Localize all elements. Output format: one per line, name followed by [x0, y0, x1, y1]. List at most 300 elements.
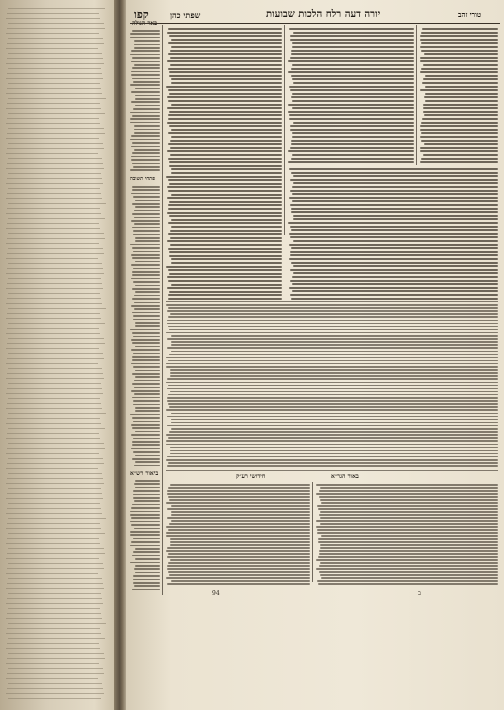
gra-line [319, 565, 498, 567]
commentary-line [170, 369, 498, 371]
side-column-line [130, 514, 160, 516]
shach-line [171, 78, 282, 80]
left-page-line [7, 538, 99, 539]
shach-line [168, 190, 282, 192]
shach-line [169, 201, 282, 203]
side-column-line [135, 88, 160, 90]
side-column-line [132, 444, 160, 446]
shach-line [166, 86, 282, 88]
side-column-line [131, 517, 160, 519]
taz-line [425, 75, 498, 77]
shach-line [169, 93, 282, 95]
taz-line [420, 125, 498, 127]
shach-line [171, 219, 282, 221]
shach-line [169, 161, 282, 163]
left-page-line [8, 263, 102, 264]
left-page-line [7, 643, 99, 644]
shach-line [166, 176, 282, 178]
commentary-line [170, 313, 498, 315]
side-column-line [134, 308, 160, 310]
taz-line [422, 28, 498, 30]
lower-left-line [166, 535, 310, 537]
shach-line [170, 154, 282, 156]
left-page-line [8, 323, 105, 324]
side-column-line [132, 257, 160, 259]
left-page-line [6, 183, 103, 184]
gra-line [319, 496, 498, 498]
side-column-line [132, 274, 160, 276]
left-page-line [8, 398, 100, 399]
commentary-line [166, 304, 498, 306]
lower-left-line [167, 547, 310, 549]
shach-line [170, 237, 282, 239]
side-column-line [132, 458, 160, 460]
main-text-line [290, 251, 498, 253]
commentary-line [168, 307, 498, 309]
main-text-line [288, 71, 414, 73]
main-text-line [290, 294, 498, 296]
main-text-line [289, 233, 498, 235]
side-column-line [133, 400, 160, 402]
left-page-line [7, 388, 102, 389]
side-column-line [133, 166, 160, 168]
main-text-line [290, 57, 414, 59]
lower-left-line [167, 517, 310, 519]
shach-line [167, 122, 282, 124]
gra-line [320, 487, 498, 489]
main-text-line [289, 114, 414, 116]
main-text-line [290, 39, 414, 41]
left-page-line [6, 48, 98, 49]
side-column-line [133, 230, 160, 232]
lower-left-line [169, 499, 310, 501]
side-column-line [134, 500, 160, 502]
gra-line [321, 577, 498, 579]
lower-left-line [171, 580, 310, 582]
shach-line [168, 248, 282, 250]
taz-line [421, 42, 498, 44]
taz-line [420, 89, 498, 91]
side-column-line [135, 548, 160, 550]
side-column-line [133, 336, 160, 338]
main-text-line [288, 111, 414, 113]
shach-line [167, 197, 282, 199]
left-page-line [7, 313, 100, 314]
commentary-line [170, 372, 498, 374]
taz-line [423, 107, 498, 109]
main-text-line [290, 129, 414, 131]
lower-left-line [170, 544, 310, 546]
side-column-line [133, 108, 160, 110]
side-column-line [131, 135, 160, 137]
taz-line [423, 64, 498, 66]
left-page-line [6, 243, 99, 244]
shach-line [167, 276, 282, 278]
main-text-line [292, 100, 414, 102]
left-page-line [6, 228, 100, 229]
commentary-line [166, 434, 498, 436]
left-page-line [6, 468, 98, 469]
main-text-line [288, 60, 414, 62]
commentary-line [166, 332, 498, 334]
lower-left-line [168, 496, 310, 498]
main-text-line [290, 269, 498, 271]
left-page-line [8, 353, 103, 354]
left-page-line [8, 413, 106, 414]
side-column-line [131, 278, 160, 280]
gra-line [318, 538, 498, 540]
left-page-line [7, 178, 102, 179]
commentary-line [168, 326, 498, 328]
side-column-line [132, 332, 160, 334]
header-rule [130, 23, 500, 24]
side-column-line [130, 122, 160, 124]
taz-line [423, 111, 498, 113]
side-column-line [135, 407, 160, 409]
side-column-line [132, 186, 160, 188]
side-column-line [133, 353, 160, 355]
side-column-line [135, 370, 160, 372]
left-page-line [8, 23, 104, 24]
shach-line [168, 132, 282, 134]
taz-line [420, 57, 498, 59]
main-text-line [292, 290, 498, 292]
gra-line [317, 529, 498, 531]
left-page-line [7, 163, 103, 164]
left-page-line [8, 188, 100, 189]
left-page-line [8, 683, 102, 684]
lower-left-line [169, 574, 310, 576]
side-column-line [133, 438, 160, 440]
taz-line [423, 104, 498, 106]
left-page-line [7, 88, 101, 89]
commentary-line [171, 341, 498, 343]
side-column-line [131, 349, 160, 351]
side-column-line [133, 538, 160, 540]
shach-line [168, 179, 282, 181]
lower-left-line [167, 508, 310, 510]
commentary-line [170, 375, 498, 377]
lower-left-line [167, 583, 310, 585]
left-page-line [8, 158, 102, 159]
left-page-line [8, 68, 101, 69]
side-column-line [134, 64, 160, 66]
left-page-line [6, 108, 101, 109]
main-text-line [290, 147, 414, 149]
left-page-line [8, 563, 103, 564]
commentary-line [166, 459, 498, 461]
left-page-line [6, 483, 104, 484]
left-page-line [7, 43, 104, 44]
main-text-line [291, 208, 498, 210]
main-text-line [290, 179, 498, 181]
left-page-line [8, 143, 103, 144]
main-text-line [291, 53, 414, 55]
left-page-line [8, 608, 100, 609]
left-page-line [8, 128, 104, 129]
gra-line [318, 508, 498, 510]
side-column-line [131, 448, 160, 450]
shach-line [171, 82, 282, 84]
gra-line [320, 499, 498, 501]
commentary-line [166, 363, 498, 365]
left-page-line [6, 558, 99, 559]
left-page-line [7, 403, 101, 404]
side-column-line [134, 149, 160, 151]
commentary-line [167, 347, 498, 349]
shach-line [171, 129, 282, 131]
side-column-line [135, 200, 160, 202]
shach-line [168, 53, 282, 55]
left-page-line [8, 278, 101, 279]
commentary-line [169, 431, 498, 433]
side-column-line [131, 254, 160, 256]
side-column-line [134, 465, 160, 467]
side-column-line [133, 315, 160, 317]
commentary-line [167, 456, 498, 458]
side-column-line [133, 404, 160, 406]
shach-line [168, 42, 282, 44]
commentary-line [170, 447, 498, 449]
left-page-line [7, 478, 103, 479]
main-text-line [288, 222, 498, 224]
left-page-line [6, 18, 100, 19]
lower-column-rule [312, 482, 313, 582]
taz-line [420, 161, 498, 163]
main-text-line [289, 287, 498, 289]
main-text-line [292, 283, 498, 285]
shach-line [166, 266, 282, 268]
left-page-line [8, 623, 106, 624]
side-column-line [131, 541, 160, 543]
side-column-line [135, 455, 160, 457]
main-text-line [291, 68, 414, 70]
left-page-line [6, 453, 99, 454]
side-column-line [133, 490, 160, 492]
shach-line [170, 64, 282, 66]
side-column-line [132, 555, 160, 557]
commentary-line [168, 385, 498, 387]
left-page-line [6, 693, 104, 694]
gra-line [317, 505, 498, 507]
main-text-line [293, 265, 498, 267]
taz-line [423, 78, 498, 80]
left-page-line [8, 248, 103, 249]
left-page-line [8, 533, 105, 534]
gra-line [319, 514, 498, 516]
main-text-line [289, 258, 498, 260]
side-column-line [130, 139, 160, 141]
commentary-line [167, 388, 498, 390]
left-page-line [7, 253, 104, 254]
left-page-line [8, 113, 105, 114]
commentary-line [167, 338, 498, 340]
gra-line [320, 574, 498, 576]
side-column-line [131, 524, 160, 526]
side-column-line [132, 213, 160, 215]
side-column-line [131, 424, 160, 426]
left-page-line [7, 658, 105, 659]
side-column-line [131, 220, 160, 222]
left-page-line [7, 418, 100, 419]
shach-line [171, 104, 282, 106]
gra-line [319, 553, 498, 555]
main-text-line [293, 122, 414, 124]
left-page-line [8, 383, 101, 384]
side-column-line [133, 251, 160, 253]
commentary-line [171, 428, 498, 430]
main-text-line [290, 89, 414, 91]
side-column-line [133, 575, 160, 577]
left-page-line [8, 308, 106, 309]
main-text-line [290, 280, 498, 282]
side-column-line [131, 156, 160, 158]
shach-line [167, 186, 282, 188]
side-column-line [132, 427, 160, 429]
side-column-line [135, 98, 160, 100]
left-page-line [7, 148, 104, 149]
left-page-line [8, 488, 101, 489]
taz-line [420, 46, 498, 48]
side-column-line [132, 356, 160, 358]
side-column-line [131, 101, 160, 103]
side-column-line [132, 383, 160, 385]
commentary-line [167, 400, 498, 402]
left-page-text [0, 0, 118, 710]
side-column-line [130, 521, 160, 523]
left-page-line [7, 58, 103, 59]
left-page-line [7, 553, 105, 554]
taz-line [421, 68, 498, 70]
gra-line [320, 547, 498, 549]
gra-line [321, 535, 498, 537]
gra-line [318, 541, 498, 543]
side-column-line [135, 572, 160, 574]
commentary-line [167, 378, 498, 380]
left-page-line [8, 8, 105, 9]
shach-line [169, 35, 282, 37]
commentary-line [167, 310, 498, 312]
left-page-line [8, 473, 102, 474]
commentary-line [169, 406, 498, 408]
taz-line [421, 50, 498, 52]
lower-left-line [166, 502, 310, 504]
left-page-line [7, 283, 102, 284]
shach-line [168, 298, 282, 300]
side-column-line [134, 568, 160, 570]
left-page-line [8, 368, 102, 369]
main-text-line [291, 262, 498, 264]
shach-line [168, 204, 282, 206]
commentary-line [167, 320, 498, 322]
left-page-line [7, 298, 101, 299]
main-text-line [289, 244, 498, 246]
main-text-line [290, 35, 414, 37]
left-page-line [6, 348, 99, 349]
side-column-line [132, 417, 160, 419]
shach-line [168, 233, 282, 235]
taz-line [422, 82, 498, 84]
side-column-line [131, 74, 160, 76]
main-text-line [290, 204, 498, 206]
main-text-line [289, 197, 498, 199]
lower-left-line [169, 523, 310, 525]
lower-left-line [170, 484, 310, 486]
side-column-line [132, 441, 160, 443]
lower-left-line [167, 565, 310, 567]
lower-left-line [167, 493, 310, 495]
side-column-line [132, 57, 160, 59]
page-number: קפו [134, 8, 149, 21]
main-text-line [290, 125, 414, 127]
side-column-line [135, 95, 160, 97]
side-column-line [130, 118, 160, 120]
main-text-line [293, 215, 498, 217]
side-column-line [130, 531, 160, 533]
left-page-line [8, 578, 102, 579]
main-text-line [291, 96, 414, 98]
main-text-line [288, 150, 414, 152]
main-text-line [288, 161, 414, 163]
shach-line [168, 280, 282, 282]
side-column-line [134, 295, 160, 297]
side-column-line [132, 373, 160, 375]
side-column-line [135, 237, 160, 239]
commentary-line [167, 425, 498, 427]
lower-left-line [168, 553, 310, 555]
left-page-line [7, 583, 103, 584]
gra-line [320, 517, 498, 519]
left-page-line [8, 53, 102, 54]
side-column-line [134, 210, 160, 212]
commentary-line [170, 391, 498, 393]
main-text-line [289, 168, 498, 170]
shach-line [171, 262, 282, 264]
taz-line [424, 53, 498, 55]
lower-left-line [171, 511, 310, 513]
commentary-line [171, 344, 498, 346]
main-text-line [291, 172, 498, 174]
lower-left-line [168, 571, 310, 573]
left-page-line [8, 233, 104, 234]
side-column-line [133, 234, 160, 236]
left-page-line [6, 78, 103, 79]
gra-line [319, 571, 498, 573]
left-page-line [6, 153, 98, 154]
left-page-line [8, 83, 100, 84]
left-page-line [7, 223, 99, 224]
shach-line [168, 294, 282, 296]
side-column-line [133, 494, 160, 496]
side-column-line [135, 261, 160, 263]
left-page-line [8, 203, 106, 204]
shach-line [171, 172, 282, 174]
side-column-line [135, 461, 160, 463]
left-page-line [8, 638, 105, 639]
left-page-line [7, 598, 102, 599]
commentary-line [168, 462, 498, 464]
shach-line [168, 28, 282, 30]
commentary-line [168, 316, 498, 318]
side-column-line [132, 163, 160, 165]
lower-left-line [168, 562, 310, 564]
left-page-line [7, 673, 104, 674]
lower-left-line [166, 550, 310, 552]
side-column-line [131, 434, 160, 436]
shach-line [171, 226, 282, 228]
taz-line [425, 86, 498, 88]
taz-line [420, 150, 498, 152]
